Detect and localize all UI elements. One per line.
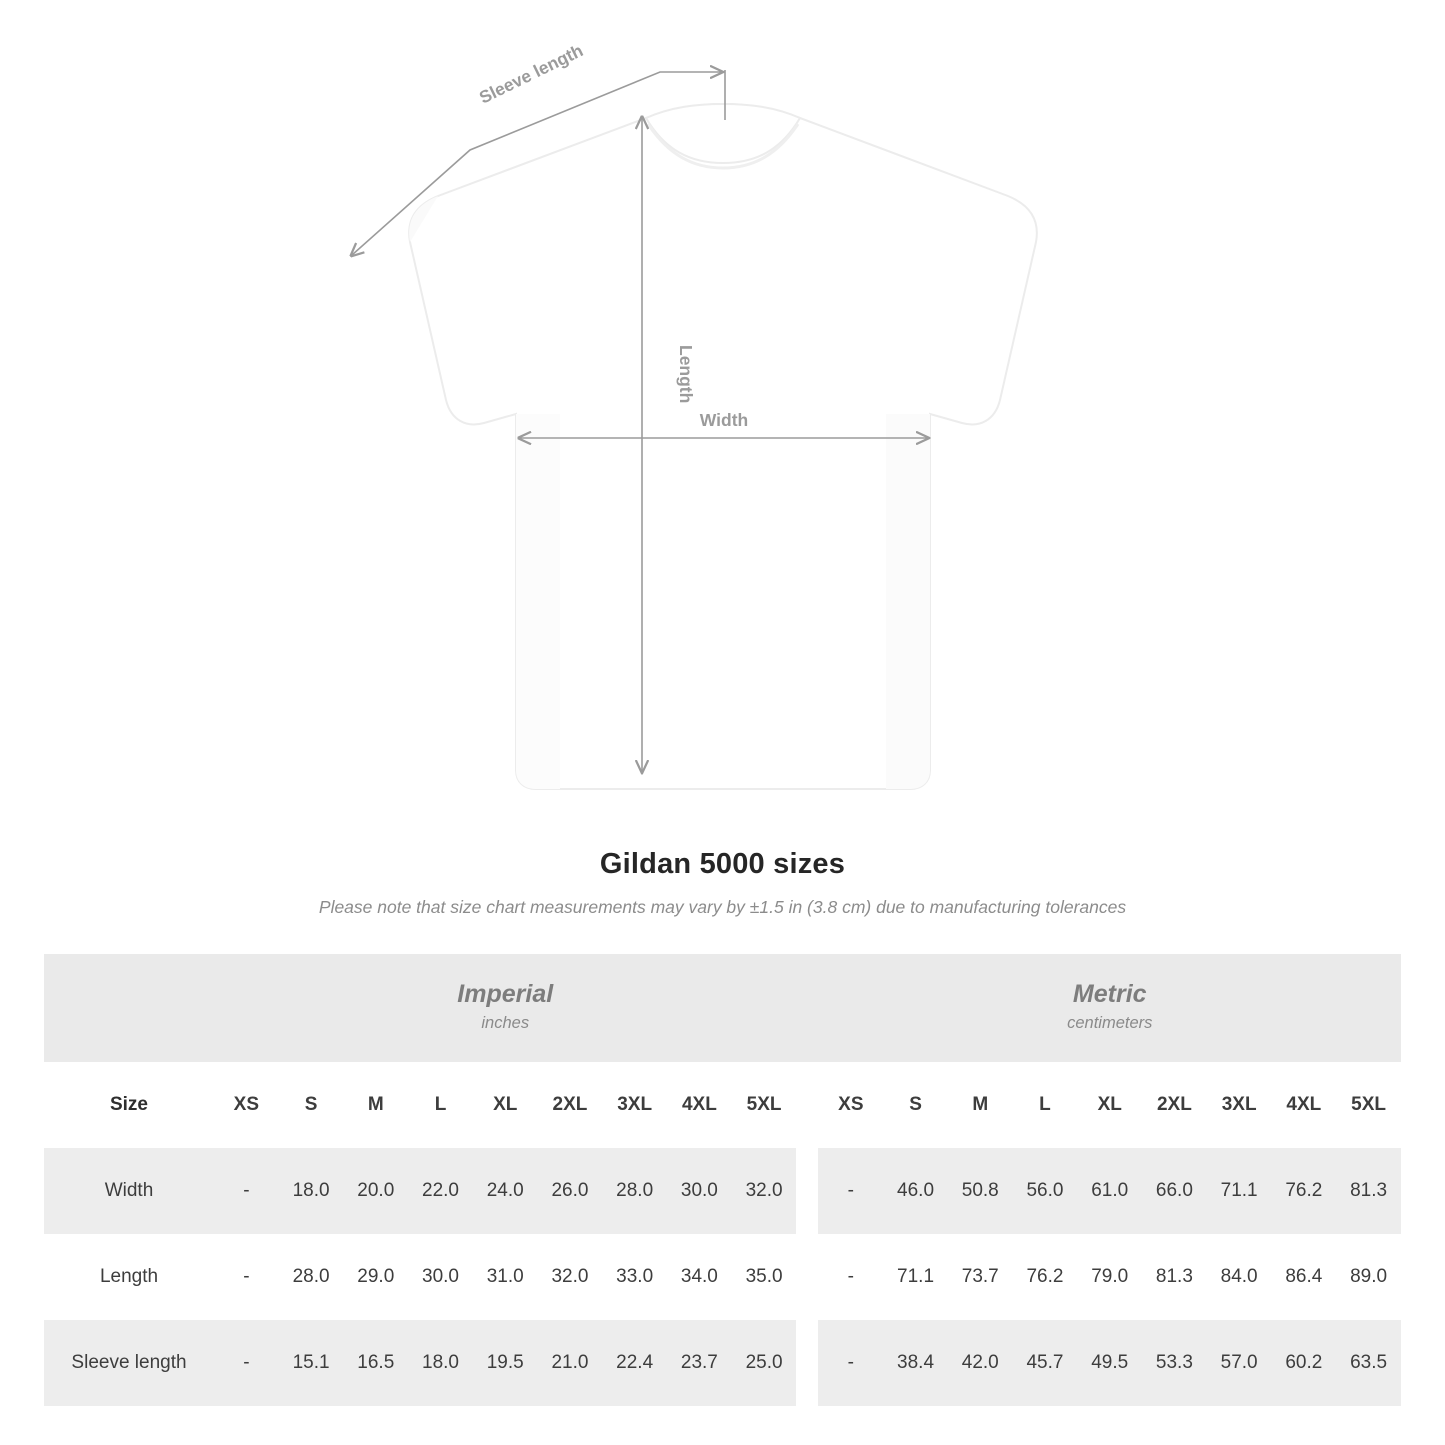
row-label-width: Width xyxy=(44,1148,214,1234)
table-row xyxy=(44,1234,1401,1320)
size-table-wrap xyxy=(0,918,1445,1406)
size-head-metric-4xl: 4XL xyxy=(1272,1062,1337,1148)
table-row xyxy=(44,1320,1401,1406)
cell-length-metric-xs: - xyxy=(818,1234,883,1320)
cell-length-metric-s: 71.1 xyxy=(883,1234,948,1320)
unit-group-metric-name: Metric xyxy=(1072,980,1147,1009)
cell-sleeve-imperial-l: 18.0 xyxy=(408,1320,473,1406)
cell-width-metric-l: 56.0 xyxy=(1013,1148,1078,1234)
size-head-imperial-s: S xyxy=(279,1062,344,1148)
cell-length-metric-3xl: 84.0 xyxy=(1207,1234,1272,1320)
cell-width-imperial-2xl: 26.0 xyxy=(538,1148,603,1234)
size-head-imperial-5xl: 5XL xyxy=(732,1062,797,1148)
cell-length-imperial-s: 28.0 xyxy=(279,1234,344,1320)
cell-sleeve-metric-m: 42.0 xyxy=(948,1320,1013,1406)
size-table xyxy=(44,954,1401,1406)
cell-sleeve-imperial-m: 16.5 xyxy=(343,1320,408,1406)
cell-length-metric-5xl: 89.0 xyxy=(1336,1234,1401,1320)
size-head-imperial-4xl: 4XL xyxy=(667,1062,732,1148)
cell-length-imperial-3xl: 33.0 xyxy=(602,1234,667,1320)
cell-sleeve-imperial-2xl: 21.0 xyxy=(538,1320,603,1406)
row-gap-cell xyxy=(796,1148,818,1234)
cell-width-metric-m: 50.8 xyxy=(948,1148,1013,1234)
cell-width-metric-s: 46.0 xyxy=(883,1148,948,1234)
row-label-sleeve-length: Sleeve length xyxy=(44,1320,214,1406)
cell-width-metric-4xl: 76.2 xyxy=(1272,1148,1337,1234)
header-gap-cell xyxy=(796,1062,818,1148)
unit-gap-cell xyxy=(796,954,818,1062)
cell-sleeve-metric-s: 38.4 xyxy=(883,1320,948,1406)
unit-group-imperial xyxy=(214,954,796,1062)
cell-sleeve-imperial-xs: - xyxy=(214,1320,279,1406)
unit-corner-cell xyxy=(44,954,214,1062)
cell-length-imperial-4xl: 34.0 xyxy=(667,1234,732,1320)
cell-width-imperial-xs: - xyxy=(214,1148,279,1234)
size-head-imperial-l: L xyxy=(408,1062,473,1148)
cell-sleeve-imperial-3xl: 22.4 xyxy=(602,1320,667,1406)
cell-width-metric-3xl: 71.1 xyxy=(1207,1148,1272,1234)
cell-width-metric-xs: - xyxy=(818,1148,883,1234)
cell-sleeve-metric-3xl: 57.0 xyxy=(1207,1320,1272,1406)
cell-sleeve-imperial-s: 15.1 xyxy=(279,1320,344,1406)
cell-sleeve-metric-xl: 49.5 xyxy=(1077,1320,1142,1406)
size-head-imperial-2xl: 2XL xyxy=(538,1062,603,1148)
cell-length-imperial-5xl: 35.0 xyxy=(732,1234,797,1320)
tolerance-note: Please note that size chart measurements may vary by ±1.5 in (3.8 cm) due to manufacturing tolerances xyxy=(318,897,1127,917)
cell-length-metric-4xl: 86.4 xyxy=(1272,1234,1337,1320)
cell-width-imperial-3xl: 28.0 xyxy=(602,1148,667,1234)
unit-header-row xyxy=(44,954,1401,1062)
size-head-metric-l: L xyxy=(1013,1062,1078,1148)
size-head-metric-2xl: 2XL xyxy=(1142,1062,1207,1148)
cell-length-metric-m: 73.7 xyxy=(948,1234,1013,1320)
unit-group-metric xyxy=(818,954,1401,1062)
cell-width-metric-xl: 61.0 xyxy=(1077,1148,1142,1234)
row-label-length: Length xyxy=(44,1234,214,1320)
size-head-imperial-m: M xyxy=(343,1062,408,1148)
cell-length-imperial-m: 29.0 xyxy=(343,1234,408,1320)
size-head-metric-xs: XS xyxy=(818,1062,883,1148)
cell-sleeve-metric-5xl: 63.5 xyxy=(1336,1320,1401,1406)
sleeve-length-label: Sleeve length xyxy=(475,40,587,108)
cell-sleeve-metric-2xl: 53.3 xyxy=(1142,1320,1207,1406)
size-head-imperial-xl: XL xyxy=(473,1062,538,1148)
cell-width-metric-2xl: 66.0 xyxy=(1142,1148,1207,1234)
cell-length-imperial-xl: 31.0 xyxy=(473,1234,538,1320)
table-row xyxy=(44,1148,1401,1234)
size-head-metric-m: M xyxy=(948,1062,1013,1148)
cell-length-imperial-2xl: 32.0 xyxy=(538,1234,603,1320)
row-gap-cell xyxy=(796,1234,818,1320)
unit-group-metric-sub: centimeters xyxy=(1067,1014,1153,1033)
cell-length-metric-l: 76.2 xyxy=(1013,1234,1078,1320)
cell-sleeve-metric-xs: - xyxy=(818,1320,883,1406)
size-head-imperial-3xl: 3XL xyxy=(602,1062,667,1148)
cell-sleeve-metric-4xl: 60.2 xyxy=(1272,1320,1337,1406)
size-head-metric-5xl: 5XL xyxy=(1336,1062,1401,1148)
size-head-imperial-xs: XS xyxy=(214,1062,279,1148)
size-head-metric-3xl: 3XL xyxy=(1207,1062,1272,1148)
cell-length-metric-xl: 79.0 xyxy=(1077,1234,1142,1320)
cell-width-imperial-s: 18.0 xyxy=(279,1148,344,1234)
size-head-metric-xl: XL xyxy=(1077,1062,1142,1148)
cell-length-imperial-xs: - xyxy=(214,1234,279,1320)
row-gap-cell xyxy=(796,1320,818,1406)
cell-sleeve-imperial-xl: 19.5 xyxy=(473,1320,538,1406)
size-head-metric-s: S xyxy=(883,1062,948,1148)
cell-sleeve-imperial-4xl: 23.7 xyxy=(667,1320,732,1406)
unit-group-imperial-name: Imperial xyxy=(457,980,554,1009)
cell-length-metric-2xl: 81.3 xyxy=(1142,1234,1207,1320)
cell-width-imperial-xl: 24.0 xyxy=(473,1148,538,1234)
page-title: Gildan 5000 sizes xyxy=(599,848,846,880)
cell-width-imperial-m: 20.0 xyxy=(343,1148,408,1234)
size-label-cell: Size xyxy=(44,1062,214,1148)
width-label: Width xyxy=(699,410,749,430)
size-header-row xyxy=(44,1062,1401,1148)
tshirt-shape xyxy=(409,104,1037,789)
cell-width-metric-5xl: 81.3 xyxy=(1336,1148,1401,1234)
cell-length-imperial-l: 30.0 xyxy=(408,1234,473,1320)
length-label: Length xyxy=(676,345,696,404)
cell-width-imperial-5xl: 32.0 xyxy=(732,1148,797,1234)
cell-width-imperial-l: 22.0 xyxy=(408,1148,473,1234)
cell-sleeve-imperial-5xl: 25.0 xyxy=(732,1320,797,1406)
cell-width-imperial-4xl: 30.0 xyxy=(667,1148,732,1234)
cell-sleeve-metric-l: 45.7 xyxy=(1013,1320,1078,1406)
unit-group-imperial-sub: inches xyxy=(481,1014,530,1033)
